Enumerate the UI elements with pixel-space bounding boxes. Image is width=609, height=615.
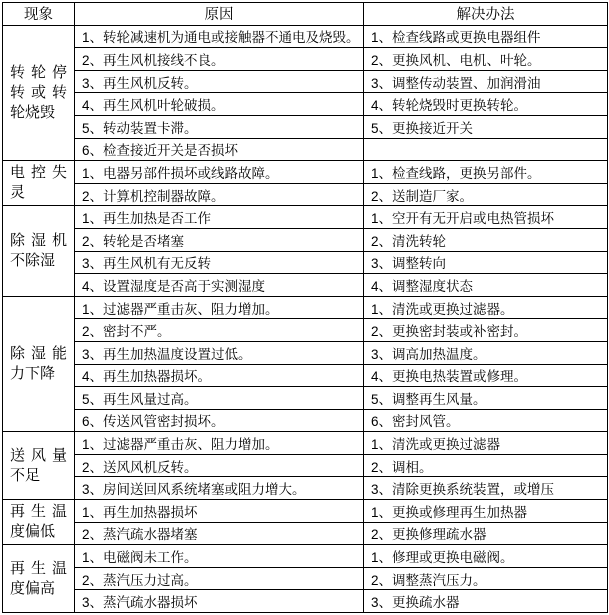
cause-cell: 2、密封不严。 (75, 319, 364, 342)
table-row (3, 432, 608, 455)
table-row (3, 477, 608, 500)
solution-cell: 3、调整转向 (364, 251, 608, 274)
table-row (3, 409, 608, 432)
solution-cell: 2、更换风机、电机、叶轮。 (364, 48, 608, 71)
cause-cell: 2、蒸汽疏水器堵塞 (75, 522, 364, 545)
table-row (3, 70, 608, 93)
solution-cell (364, 138, 608, 161)
table-row (3, 251, 608, 274)
cause-cell: 3、蒸汽疏水器损坏 (75, 590, 364, 613)
cause-cell: 2、计算机控制器故障。 (75, 183, 364, 206)
solution-cell: 2、送制造厂家。 (364, 183, 608, 206)
phenomenon-cell: 除湿机不除湿 (3, 206, 75, 296)
table-row (3, 274, 608, 297)
table-row (3, 138, 608, 161)
solution-cell: 2、清洗转轮 (364, 228, 608, 251)
cause-cell: 4、设置湿度是否高于实测湿度 (75, 274, 364, 297)
table-row (3, 341, 608, 364)
solution-cell: 3、清除更换系统装置，或增压 (364, 477, 608, 500)
phenomenon-cell: 再生温度偏低 (3, 500, 75, 545)
table-row (3, 567, 608, 590)
table-row (3, 161, 608, 184)
solution-cell: 5、更换接近开关 (364, 115, 608, 138)
solution-cell: 2、调整蒸汽压力。 (364, 567, 608, 590)
cause-cell: 5、再生风量过高。 (75, 387, 364, 410)
table-row (3, 545, 608, 568)
cause-cell: 2、蒸汽压力过高。 (75, 567, 364, 590)
solution-cell: 1、更换或修理再生加热器 (364, 500, 608, 523)
cause-cell: 1、过滤器严重击灰、阻力增加。 (75, 296, 364, 319)
cause-cell: 1、电磁阀未工作。 (75, 545, 364, 568)
solution-cell: 1、检查线路或更换电器组件 (364, 25, 608, 48)
table-row (3, 522, 608, 545)
cause-cell: 6、检查接近开关是否损坏 (75, 138, 364, 161)
table-row (3, 590, 608, 613)
solution-cell: 3、更换疏水器 (364, 590, 608, 613)
cause-cell: 2、再生风机接线不良。 (75, 48, 364, 71)
header-solution: 解决办法 (364, 3, 608, 26)
cause-cell: 4、再生加热器损坏。 (75, 364, 364, 387)
solution-cell: 1、清洗或更换过滤器 (364, 432, 608, 455)
table-row (3, 48, 608, 71)
solution-cell: 6、密封风管。 (364, 409, 608, 432)
cause-cell: 4、再生风机叶轮破损。 (75, 93, 364, 116)
header-cause: 原因 (75, 3, 364, 26)
phenomenon-cell: 送风量不足 (3, 432, 75, 500)
table-header-row (3, 3, 608, 26)
table-row (3, 115, 608, 138)
cause-cell: 1、电器另部件损坏或线路故障。 (75, 161, 364, 184)
table-row (3, 364, 608, 387)
cause-cell: 1、再生加热器损坏 (75, 500, 364, 523)
solution-cell: 2、更换修理疏水器 (364, 522, 608, 545)
table-row (3, 296, 608, 319)
cause-cell: 3、再生风机反转。 (75, 70, 364, 93)
phenomenon-cell: 再生温度偏高 (3, 545, 75, 613)
solution-cell: 4、调整湿度状态 (364, 274, 608, 297)
phenomenon-cell: 电控失灵 (3, 161, 75, 206)
cause-cell: 3、房间送回风系统堵塞或阻力增大。 (75, 477, 364, 500)
solution-cell: 2、更换密封装或补密封。 (364, 319, 608, 342)
table-row (3, 387, 608, 410)
cause-cell: 6、传送风管密封损坏。 (75, 409, 364, 432)
table-row (3, 228, 608, 251)
solution-cell: 1、修理或更换电磁阀。 (364, 545, 608, 568)
solution-cell: 4、更换电热装置或修理。 (364, 364, 608, 387)
solution-cell: 1、空开有无开启或电热管损坏 (364, 206, 608, 229)
cause-cell: 5、转动装置卡滞。 (75, 115, 364, 138)
troubleshooting-table (2, 2, 608, 613)
table-row (3, 183, 608, 206)
phenomenon-cell: 转轮停转或转轮烧毁 (3, 25, 75, 161)
solution-cell: 3、调高加热温度。 (364, 341, 608, 364)
table-row (3, 500, 608, 523)
table-row (3, 93, 608, 116)
solution-cell: 3、调整传动装置、加润滑油 (364, 70, 608, 93)
table-row (3, 25, 608, 48)
cause-cell: 1、再生加热是否工作 (75, 206, 364, 229)
table-row (3, 319, 608, 342)
cause-cell: 2、转轮是否堵塞 (75, 228, 364, 251)
header-phenomenon: 现象 (3, 3, 75, 26)
cause-cell: 3、再生加热温度设置过低。 (75, 341, 364, 364)
solution-cell: 1、检查线路，更换另部件。 (364, 161, 608, 184)
solution-cell: 4、转轮烧毁时更换转轮。 (364, 93, 608, 116)
cause-cell: 3、再生风机有无反转 (75, 251, 364, 274)
cause-cell: 1、转轮减速机为通电或接触器不通电及烧毁。 (75, 25, 364, 48)
solution-cell: 5、调整再生风量。 (364, 387, 608, 410)
cause-cell: 2、送风风机反转。 (75, 454, 364, 477)
cause-cell: 1、过滤器严重击灰、阻力增加。 (75, 432, 364, 455)
table-row (3, 454, 608, 477)
solution-cell: 1、清洗或更换过滤器。 (364, 296, 608, 319)
table-row (3, 206, 608, 229)
phenomenon-cell: 除湿能力下降 (3, 296, 75, 432)
solution-cell: 2、调相。 (364, 454, 608, 477)
